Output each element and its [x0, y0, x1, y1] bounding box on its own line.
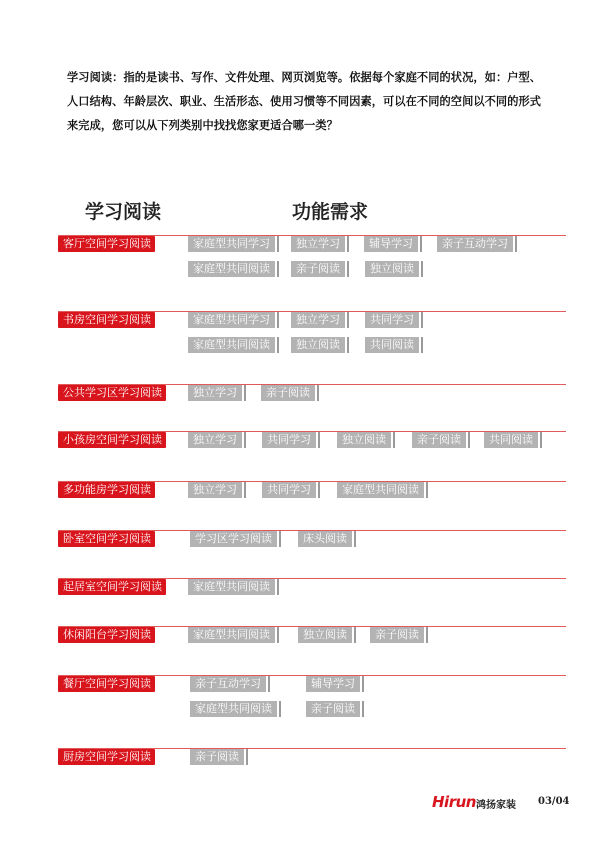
category-row	[58, 578, 566, 618]
function-tag: 亲子阅读	[261, 385, 317, 401]
category-label: 休闲阳台学习阅读	[58, 627, 155, 643]
function-tag: 亲子阅读	[190, 749, 246, 765]
category-label: 小孩房空间学习阅读	[58, 432, 166, 448]
category-label: 起居室空间学习阅读	[58, 579, 166, 595]
function-tag: 共同学习	[262, 432, 318, 448]
function-tag: 独立学习	[188, 385, 244, 401]
function-tag: 独立学习	[291, 236, 347, 252]
function-tag: 独立学习	[291, 312, 347, 328]
function-tag: 家庭型共同阅读	[188, 337, 277, 353]
function-tag: 家庭型共同学习	[188, 236, 277, 252]
category-row	[58, 384, 566, 424]
function-tag: 家庭型共同阅读	[188, 579, 277, 595]
column-header-function-needs: 功能需求	[292, 201, 369, 223]
category-label: 客厅空间学习阅读	[58, 236, 155, 252]
function-tag: 独立阅读	[337, 432, 393, 448]
function-tag: 辅导学习	[364, 236, 420, 252]
page-number: 03/04	[538, 796, 570, 807]
function-tag: 学习区学习阅读	[190, 531, 279, 547]
category-label: 餐厅空间学习阅读	[58, 676, 155, 692]
function-tag: 家庭型共同阅读	[337, 482, 426, 498]
function-tag: 共同阅读	[484, 432, 540, 448]
function-tag: 共同阅读	[365, 337, 421, 353]
function-tag: 独立阅读	[291, 337, 347, 353]
category-label: 卧室空间学习阅读	[58, 531, 155, 547]
function-tag: 亲子阅读	[412, 432, 468, 448]
function-tag: 独立阅读	[365, 261, 421, 277]
function-tag: 亲子阅读	[306, 701, 362, 717]
category-label: 多功能房学习阅读	[58, 482, 155, 498]
brand-logo: Hirun	[432, 793, 476, 811]
category-row	[58, 235, 566, 275]
intro-paragraph	[67, 66, 547, 138]
function-tag: 共同学习	[262, 482, 318, 498]
category-row	[58, 675, 566, 715]
function-tag: 独立学习	[188, 482, 244, 498]
function-tag: 亲子阅读	[370, 627, 426, 643]
function-tag: 家庭型共同学习	[188, 312, 277, 328]
category-row	[58, 481, 566, 521]
category-row	[58, 530, 566, 570]
function-tag: 家庭型共同阅读	[190, 701, 279, 717]
function-tag: 共同学习	[365, 312, 421, 328]
category-row	[58, 311, 566, 351]
brand-name: 鸿扬家装	[476, 800, 516, 811]
category-label: 公共学习区学习阅读	[58, 385, 166, 401]
intro-text: 指的是读书、写作、文件处理、网页浏览等。依据每个家庭不同的状况，如：户型、人口结构、年龄层次、职业、生活形态、使用习惯等不同因素，可以在不同的空间以不同的形式来完成，您可以从下列类别中找找您家更适合哪一类？	[67, 71, 542, 132]
category-row	[58, 626, 566, 666]
function-tag: 亲子互动学习	[437, 236, 515, 252]
function-tag: 独立阅读	[298, 627, 354, 643]
category-label: 厨房空间学习阅读	[58, 749, 155, 765]
intro-label: 学习阅读：	[67, 71, 124, 84]
function-tag: 家庭型共同阅读	[188, 261, 277, 277]
category-label: 书房空间学习阅读	[58, 312, 155, 328]
function-tag: 床头阅读	[298, 531, 354, 547]
category-row	[58, 431, 566, 471]
function-tag: 家庭型共同阅读	[188, 627, 277, 643]
function-tag: 辅导学习	[306, 676, 362, 692]
category-row	[58, 748, 566, 788]
function-tag: 亲子互动学习	[190, 676, 268, 692]
function-tag: 亲子阅读	[291, 261, 347, 277]
function-tag: 独立学习	[188, 432, 244, 448]
column-header-study-reading: 学习阅读	[85, 201, 162, 223]
